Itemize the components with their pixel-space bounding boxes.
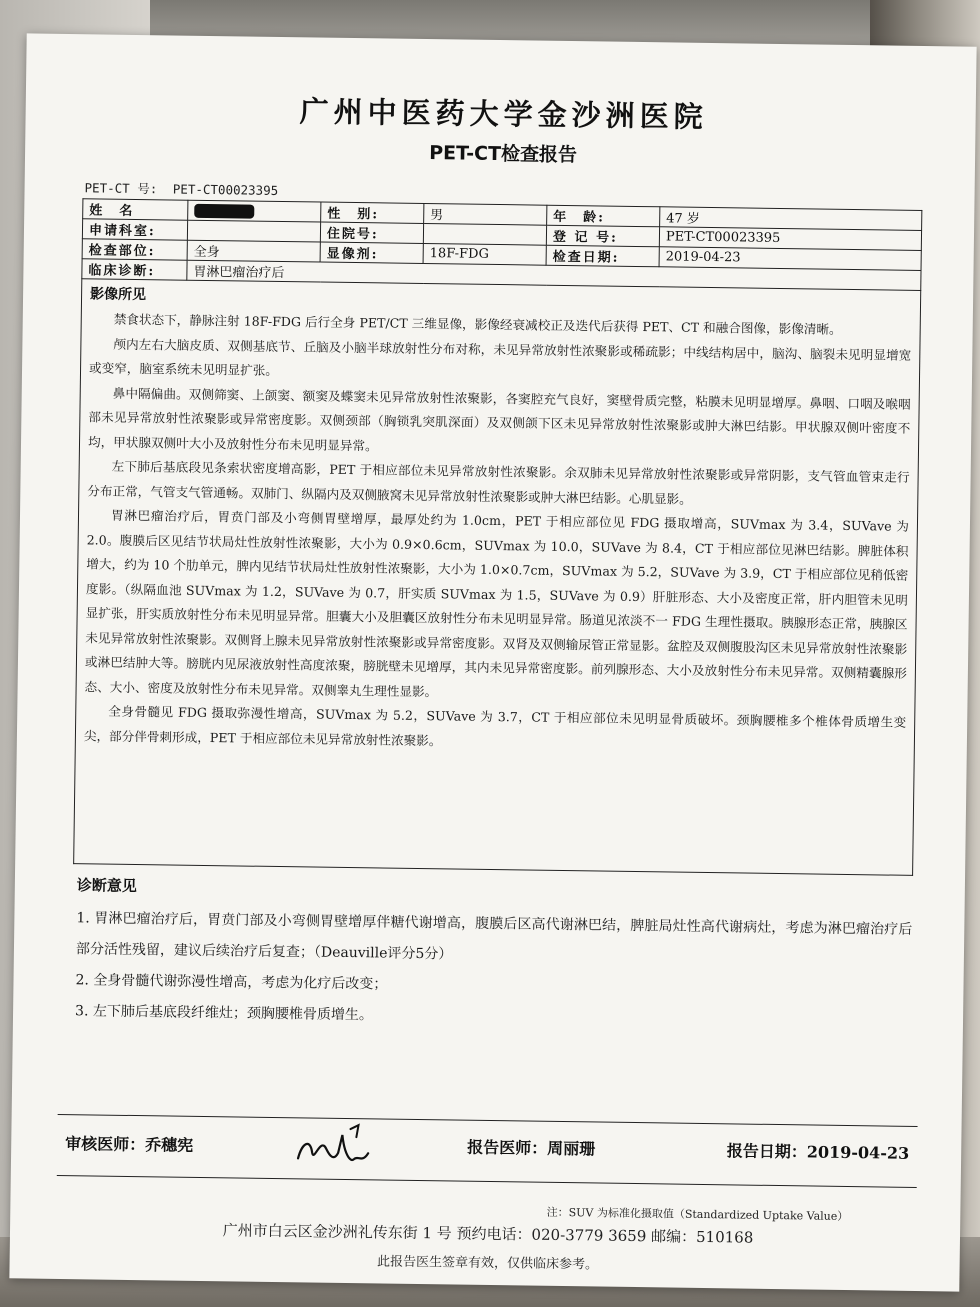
hospital-name: 广州中医药大学金沙洲医院 (299, 94, 708, 134)
reviewer: 审核医师：乔穗宪 (65, 1134, 194, 1155)
hospital-address: 广州市白云区金沙洲礼传东街 1 号 预约电话：020-3779 3659 邮编：510168 (222, 1221, 754, 1247)
clinical-label: 临床诊断: (82, 259, 187, 280)
pet-number-label: PET-CT 号: (84, 180, 158, 197)
clinical-value: 胃淋巴瘤治疗后 (187, 260, 921, 290)
findings-paragraph: 鼻中隔偏曲。双侧筛窦、上颌窦、额窦及蝶窦未见异常放射性浓聚影，各窦腔充气良好，窦壁骨质完整，粘膜未见明显增厚。鼻咽、口咽及喉咽部未见异常放射性浓聚影或异常密度影。双侧颈部（胸锁乳突肌深面）及双侧颌下区未见异常放射性浓聚影或肿大淋巴结影。甲状腺双侧叶密度不均，甲状腺双侧叶大小及放射性分布未见明显异常。 (87, 385, 911, 453)
report-date: 报告日期：2019-04-23 (726, 1141, 910, 1163)
findings-paragraph: 胃淋巴瘤治疗后，胃贲门部及小弯侧胃壁增厚，最厚处约为 1.0cm，PET 于相应部位见 FDG 摄取增高，SUVmax 为 3.4，SUVave 为 2.0。腹膜后区见结节状局灶性放射性浓聚影，大小为 0.9×0.6cm，SUVmax 为 10.0，SUVave 为 8.4，CT 于相应部位见淋巴结影。脾脏体积增大，约为 10 个肋单元，脾内见结节状局灶性放射性浓聚影，大小为 1.0×0.7cm，SUVmax 为 5.2，SUVave 为 3.9，CT 于相应部位见稍低密度影。（纵隔血池 SUVmax 为 1.2，SUVave 为 0.7，肝实质 SUVmax 为 1.5，SUVave 为 0.9）肝脏形态、大小及密度正常，肝内胆管未见明显扩张，肝实质放射性分布未见明显异常。胆囊大小及胆囊区放射性分布未见明显异常。肠道见浓淡不一 FDG 生理性摄取。胰腺形态正常，胰腺区未见异常放射性浓聚影。双侧肾上腺未见异常放射性浓聚影或异常密度影。双肾及双侧输尿管正常显影。盆腔及双侧腹股沟区未见异常放射性浓聚影或淋巴结肿大等。膀胱内见尿液放射性高度浓聚，膀胱壁未见增厚，其内未见异常密度影。前列腺形态、大小及放射性分布未见异常。双侧精囊腺形态、大小、密度及放射性分布未见异常。双侧睾丸生理性显影。 (84, 507, 910, 699)
date-label: 检查日期: (546, 245, 659, 267)
inpatient-label: 住院号: (320, 222, 423, 243)
diagnosis-item: 3. 左下肺后基底段纤维灶；颈胸腰椎骨质增生。 (74, 1003, 373, 1024)
diagnosis-item: 1. 胃淋巴瘤治疗后，胃贲门部及小弯侧胃壁增厚伴糖代谢增高，腹膜后区高代谢淋巴结，脾脏局灶性高代谢病灶，考虑为淋巴瘤治疗后部分活性残留，建议后续治疗后复查；（Deauville评分5分） (75, 910, 913, 963)
agent-label: 显像剂: (320, 242, 423, 263)
gender-value: 男 (424, 203, 547, 225)
report-title: PET-CT检查报告 (429, 142, 578, 167)
findings-paragraph: 禁食状态下，静脉注射 18F-FDG 后行全身 PET/CT 三维显像，影像经衰减校正及迭代后获得 PET、CT 和融合图像，影像清晰。 (113, 311, 842, 337)
patient-info-table (81, 198, 922, 291)
redacted-name (194, 203, 254, 218)
validity-note: 此报告医生签章有效，仅供临床参考。 (376, 1254, 599, 1273)
name-value (188, 200, 321, 222)
reporter: 报告医师：周丽珊 (467, 1137, 596, 1159)
signature-row (57, 1114, 918, 1188)
report-content (65, 74, 924, 1273)
dept-value (187, 220, 320, 242)
findings-title: 影像所见 (89, 286, 147, 304)
diagnosis-item: 2. 全身骨髓代谢弥漫性增高，考虑为化疗后改变； (75, 972, 388, 993)
age-value: 47 岁 (660, 207, 922, 231)
inpatient-value (423, 223, 546, 245)
handwritten-signature (292, 1122, 383, 1175)
diagnosis-section (71, 874, 913, 1039)
findings-box (73, 279, 921, 876)
name-label: 姓 名 (83, 199, 188, 220)
findings-paragraph: 左下肺后基底段见条索状密度增高影，PET 于相应部位未见异常放射性浓聚影。余双肺未见异常放射性浓聚影或异常阴影，支气管血管束走行分布正常，气管支气管通畅。双肺门、纵隔内及双侧腋窝未见异常放射性浓聚影或肿大淋巴结影。心肌显影。 (87, 458, 910, 507)
reg-label: 登 记 号: (546, 225, 659, 247)
dept-label: 申请科室: (82, 219, 187, 240)
age-label: 年 龄: (547, 205, 660, 227)
report-paper (9, 33, 976, 1291)
diagnosis-title: 诊断意见 (76, 876, 137, 896)
findings-paragraph: 颅内左右大脑皮质、双侧基底节、丘脑及小脑半球放射性分布对称，未见异常放射性浓聚影或稀疏影；中线结构居中，脑沟、脑裂未见明显增宽或变窄，脑室系统未见明显扩张。 (88, 336, 912, 378)
part-label: 检查部位: (82, 239, 187, 260)
gender-label: 性 别: (321, 202, 424, 223)
agent-value: 18F-FDG (423, 243, 546, 265)
suv-footnote: 注：SUV 为标准化摄取值（Standardized Uptake Value） (546, 1205, 849, 1224)
part-value: 全身 (187, 240, 320, 262)
findings-paragraph: 全身骨髓见 FDG 摄取弥漫性增高，SUVmax 为 5.2，SUVave 为 3.7，CT 于相应部位未见明显骨质破坏。颈胸腰椎多个椎体骨质增生变尖，部分伴骨刺形成，PET 于相应部位未见异常放射性浓聚影。 (83, 703, 907, 748)
reg-value: PET-CT00023395 (659, 227, 921, 251)
date-value: 2019-04-23 (659, 247, 921, 271)
pet-number-value: PET-CT00023395 (172, 181, 279, 198)
